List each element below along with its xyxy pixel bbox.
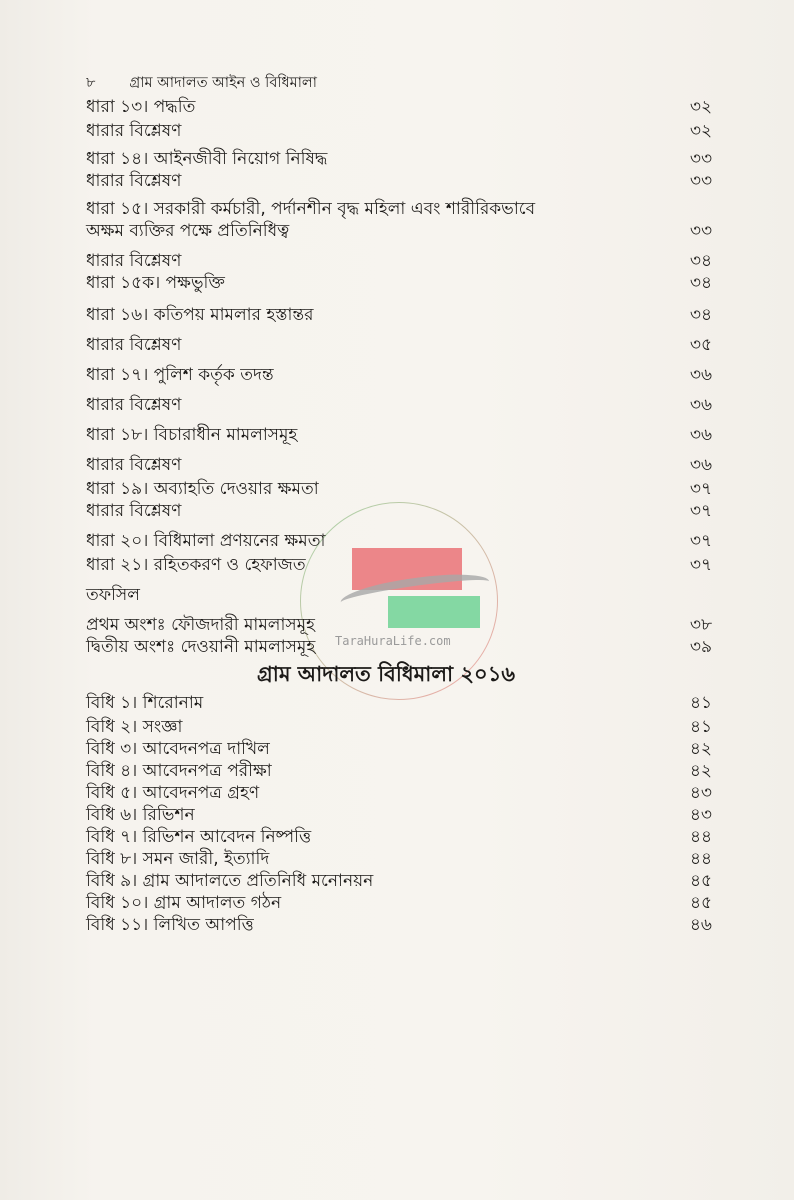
toc-entry xyxy=(86,272,712,304)
toc-entry xyxy=(86,120,712,148)
toc-entry-title: ধারা ১৯। অব্যাহতি দেওয়ার ক্ষমতা xyxy=(86,479,319,499)
toc-entry xyxy=(86,170,712,198)
toc-entry-page: ৩৩ xyxy=(689,221,712,241)
toc-entry xyxy=(86,148,712,170)
toc-entry-page: ৩৬ xyxy=(689,365,712,385)
toc-entry xyxy=(86,914,712,936)
toc-entry-title: ধারা ১৩। পদ্ধতি xyxy=(86,97,196,117)
toc-section-act xyxy=(86,96,712,658)
toc-entry-page: ৪১ xyxy=(689,693,712,713)
toc-entry-title: ধারা ১৫। সরকারী কর্মচারী, পর্দানশীন বৃদ্ধ মহিলা এবং শারীরিকভাবে xyxy=(86,199,536,219)
toc-entry-page: ৪২ xyxy=(689,739,712,759)
toc-entry xyxy=(86,716,712,738)
running-head xyxy=(86,72,317,96)
toc-entry xyxy=(86,96,712,120)
toc-entry xyxy=(86,500,712,530)
toc-entry xyxy=(86,870,712,892)
toc-entry-page: ৪৫ xyxy=(689,871,712,891)
toc-entry xyxy=(86,804,712,826)
toc-entry-page: ৩৮ xyxy=(689,615,712,635)
toc-entry-title: ধারা ২০। বিধিমালা প্রণয়নের ক্ষমতা xyxy=(86,531,326,551)
toc-entry xyxy=(86,614,712,636)
toc-entry-page: ৩৬ xyxy=(689,395,712,415)
toc-entry-page: ৩৭ xyxy=(689,479,712,499)
toc-entry-title: ধারার বিশ্লেষণ xyxy=(86,171,182,191)
toc-entry-page: ৩২ xyxy=(689,97,712,117)
toc-entry-page: ৩৯ xyxy=(689,637,712,657)
toc-entry-title: বিধি ৯। গ্রাম আদালতে প্রতিনিধি মনোনয়ন xyxy=(86,871,374,891)
toc-entry-title: ধারার বিশ্লেষণ xyxy=(86,455,182,475)
toc-entry-title: ধারা ১৬। কতিপয় মামলার হস্তান্তর xyxy=(86,305,314,325)
toc-entry-page: ৪৪ xyxy=(689,827,712,847)
toc-entry-title: বিধি ১০। গ্রাম আদালত গঠন xyxy=(86,893,282,913)
toc-entry-title: বিধি ৪। আবেদনপত্র পরীক্ষা xyxy=(86,761,272,781)
toc-entry-title: বিধি ৮। সমন জারী, ইত্যাদি xyxy=(86,849,270,869)
section-heading: গ্রাম আদালত বিধিমালা ২০১৬ xyxy=(257,662,515,686)
toc-entry-title: বিধি ৬। রিভিশন xyxy=(86,805,195,825)
toc-entry-title: অক্ষম ব্যক্তির পক্ষে প্রতিনিধিত্ব xyxy=(86,221,290,241)
toc-entry-page: ৩৪ xyxy=(689,251,712,271)
toc-entry xyxy=(86,364,712,394)
toc-entry-title: তফসিল xyxy=(86,585,140,605)
toc-entry-title: বিধি ৫। আবেদনপত্র গ্রহণ xyxy=(86,783,260,803)
toc-entry-page: ৪৬ xyxy=(689,915,712,935)
toc-entry xyxy=(86,826,712,848)
toc-entry-title: বিধি ২। সংজ্ঞা xyxy=(86,717,183,737)
toc-entry xyxy=(86,848,712,870)
toc-entry xyxy=(86,304,712,334)
toc-entry-page: ৩২ xyxy=(689,121,712,141)
toc-entry-page: ৩৪ xyxy=(689,273,712,293)
toc-entry-page: ৪৫ xyxy=(689,893,712,913)
toc-entry xyxy=(86,454,712,478)
toc-entry-page: ৩৩ xyxy=(689,171,712,191)
toc-entry xyxy=(86,220,712,250)
toc-entry-page: ৪৪ xyxy=(689,849,712,869)
toc-entry xyxy=(86,334,712,364)
toc-entry xyxy=(86,738,712,760)
toc-entry xyxy=(86,478,712,500)
book-title: গ্রাম আদালত আইন ও বিধিমালা xyxy=(129,75,317,91)
toc-entry-page: ৪১ xyxy=(689,717,712,737)
toc-entry xyxy=(86,394,712,424)
toc-entry xyxy=(86,530,712,554)
toc-entry-page: ৩৩ xyxy=(689,149,712,169)
page-number: ৮ xyxy=(86,75,96,91)
toc-entry-title: ধারা ২১। রহিতকরণ ও হেফাজত xyxy=(86,555,306,575)
toc-entry xyxy=(86,554,712,584)
toc-entry-title: ধারা ১৪। আইনজীবী নিয়োগ নিষিদ্ধ xyxy=(86,149,328,169)
table-of-contents xyxy=(86,96,712,936)
toc-entry xyxy=(86,584,712,614)
toc-entry xyxy=(86,692,712,716)
toc-entry-title: বিধি ৭। রিভিশন আবেদন নিষ্পত্তি xyxy=(86,827,312,847)
toc-entry-page: ৩৫ xyxy=(689,335,712,355)
toc-entry-title: ধারা ১৫ক। পক্ষভুক্তি xyxy=(86,273,225,293)
toc-entry-page: ৩৭ xyxy=(689,501,712,521)
toc-entry-title: ধারার বিশ্লেষণ xyxy=(86,121,182,141)
toc-entry xyxy=(86,636,712,658)
toc-entry-title: প্রথম অংশঃ ফৌজদারী মামলাসমূহ xyxy=(86,615,315,635)
toc-entry-page: ৪৩ xyxy=(689,783,712,803)
toc-entry xyxy=(86,782,712,804)
toc-entry-page: ৩৭ xyxy=(689,555,712,575)
toc-entry-title: ধারা ১৮। বিচারাধীন মামলাসমূহ xyxy=(86,425,298,445)
toc-entry-title: ধারার বিশ্লেষণ xyxy=(86,501,182,521)
toc-section-rules xyxy=(86,692,712,936)
toc-entry xyxy=(86,198,712,220)
toc-entry xyxy=(86,760,712,782)
toc-entry-title: বিধি ১১। লিখিত আপত্তি xyxy=(86,915,254,935)
toc-entry-title: বিধি ১। শিরোনাম xyxy=(86,693,204,713)
toc-entry-page: ৪২ xyxy=(689,761,712,781)
toc-entry xyxy=(86,250,712,272)
toc-entry-title: বিধি ৩। আবেদনপত্র দাখিল xyxy=(86,739,270,759)
toc-entry-title: দ্বিতীয় অংশঃ দেওয়ানী মামলাসমূহ xyxy=(86,637,316,657)
toc-entry xyxy=(86,892,712,914)
toc-entry-page: ৪৩ xyxy=(689,805,712,825)
watermark-text: TaraHuraLife.com xyxy=(335,634,451,648)
toc-entry-page: ৩৭ xyxy=(689,531,712,551)
toc-entry-title: ধারার বিশ্লেষণ xyxy=(86,251,182,271)
toc-entry-title: ধারা ১৭। পুলিশ কর্তৃক তদন্ত xyxy=(86,365,274,385)
toc-entry-page: ৩৪ xyxy=(689,305,712,325)
toc-entry-page: ৩৬ xyxy=(689,455,712,475)
toc-entry-title: ধারার বিশ্লেষণ xyxy=(86,335,182,355)
toc-entry xyxy=(86,424,712,454)
toc-entry-title: ধারার বিশ্লেষণ xyxy=(86,395,182,415)
toc-entry-page: ৩৬ xyxy=(689,425,712,445)
